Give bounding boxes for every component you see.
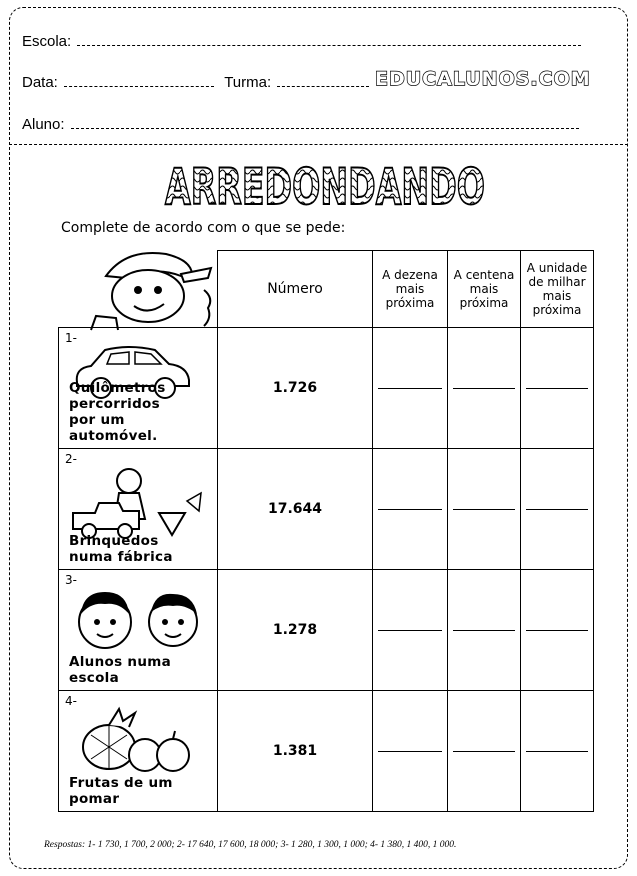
header-row: [59, 251, 594, 328]
row-picture-cell: [59, 328, 218, 449]
caption-line: pomar: [69, 791, 120, 807]
row-picture-cell: [59, 449, 218, 570]
data-label: Data:: [22, 74, 58, 91]
header-dezena: [373, 251, 448, 328]
answer-line: [453, 751, 515, 752]
header-milhar-l2: de milhar: [528, 275, 586, 289]
answer-dezena-cell[interactable]: [373, 328, 448, 449]
answer-line: [378, 630, 442, 631]
aluno-row: [22, 116, 579, 133]
answer-centena-cell[interactable]: [448, 328, 521, 449]
children-drawing: [69, 584, 209, 656]
row-caption: [69, 533, 173, 565]
aluno-field[interactable]: [71, 127, 579, 129]
header-milhar-l1: A unidade: [526, 261, 588, 275]
caption-line: percorridos: [69, 396, 160, 412]
answer-line: [526, 630, 588, 631]
answer-milhar-cell[interactable]: [521, 691, 594, 812]
answer-centena-cell[interactable]: [448, 570, 521, 691]
row-number: 1.278: [218, 570, 373, 691]
caption-line: escola: [69, 670, 120, 686]
caption-line: por um automóvel.: [69, 412, 158, 444]
caption-line: numa fábrica: [69, 549, 173, 565]
header-dezena-l1: A dezena: [382, 268, 438, 282]
rounding-table: [58, 250, 594, 812]
data-row: [22, 74, 369, 91]
table-row: [59, 691, 594, 812]
row-picture-cell: [59, 570, 218, 691]
header-milhar-l3: mais: [542, 289, 572, 303]
answer-milhar-cell[interactable]: [521, 328, 594, 449]
turma-label: Turma:: [224, 74, 272, 91]
header-dezena-l2: mais: [395, 282, 425, 296]
title-text: ARREDONDANDO: [165, 158, 485, 216]
brand-logo: EDUCALUNOS.COM: [375, 68, 591, 90]
answer-line: [453, 509, 515, 510]
escola-label: Escola:: [22, 33, 72, 50]
escola-field[interactable]: [77, 44, 581, 46]
row-caption: [69, 775, 173, 807]
caption-line: Frutas de um: [69, 775, 173, 791]
turma-field[interactable]: [277, 85, 369, 87]
answer-key: Respostas: 1- 1 730, 1 700, 2 000; 2- 17 640, 17 600, 18 000; 3- 1 280, 1 300, 1 000; 4- 1 380, 1 400, 1 000.: [44, 840, 457, 850]
header-dezena-l3: próxima: [385, 296, 435, 310]
answer-centena-cell[interactable]: [448, 691, 521, 812]
header-numero: Número: [218, 251, 373, 328]
row-index: 1-: [65, 331, 77, 345]
title-banner: [160, 152, 490, 214]
toys-drawing: [69, 463, 209, 541]
row-index: 4-: [65, 694, 77, 708]
row-number: 17.644: [218, 449, 373, 570]
header-milhar: [521, 251, 594, 328]
header-separator: [9, 144, 628, 145]
caption-line: Alunos numa: [69, 654, 172, 670]
data-field[interactable]: [64, 85, 214, 87]
answer-dezena-cell[interactable]: [373, 691, 448, 812]
answer-milhar-cell[interactable]: [521, 570, 594, 691]
answer-line: [378, 751, 442, 752]
caption-line: Brinquedos: [69, 533, 159, 549]
table-row: [59, 449, 594, 570]
table-row: [59, 328, 594, 449]
table-row: [59, 570, 594, 691]
header-centena-l1: A centena: [453, 268, 515, 282]
header-centena-l3: próxima: [459, 296, 509, 310]
answer-dezena-cell[interactable]: [373, 449, 448, 570]
answer-dezena-cell[interactable]: [373, 570, 448, 691]
row-number: 1.381: [218, 691, 373, 812]
row-index: 2-: [65, 452, 77, 466]
row-caption: [69, 654, 171, 686]
aluno-label: Aluno:: [22, 116, 65, 133]
header-centena-l2: mais: [469, 282, 499, 296]
answer-milhar-cell[interactable]: [521, 449, 594, 570]
row-index: 3-: [65, 573, 77, 587]
instructions: Complete de acordo com o que se pede:: [61, 220, 346, 236]
answer-line: [526, 509, 588, 510]
corner-cell: [59, 251, 218, 328]
answer-line: [526, 388, 588, 389]
row-caption: [69, 380, 217, 444]
answer-line: [526, 751, 588, 752]
answer-line: [378, 388, 442, 389]
caption-line: Quilômetros: [69, 380, 166, 396]
escola-row: [22, 33, 581, 50]
header-milhar-l4: próxima: [532, 303, 582, 317]
row-picture-cell: [59, 691, 218, 812]
row-number: 1.726: [218, 328, 373, 449]
answer-line: [378, 509, 442, 510]
header-centena: [448, 251, 521, 328]
answer-line: [453, 630, 515, 631]
fruits-drawing: [69, 705, 209, 775]
answer-line: [453, 388, 515, 389]
answer-centena-cell[interactable]: [448, 449, 521, 570]
